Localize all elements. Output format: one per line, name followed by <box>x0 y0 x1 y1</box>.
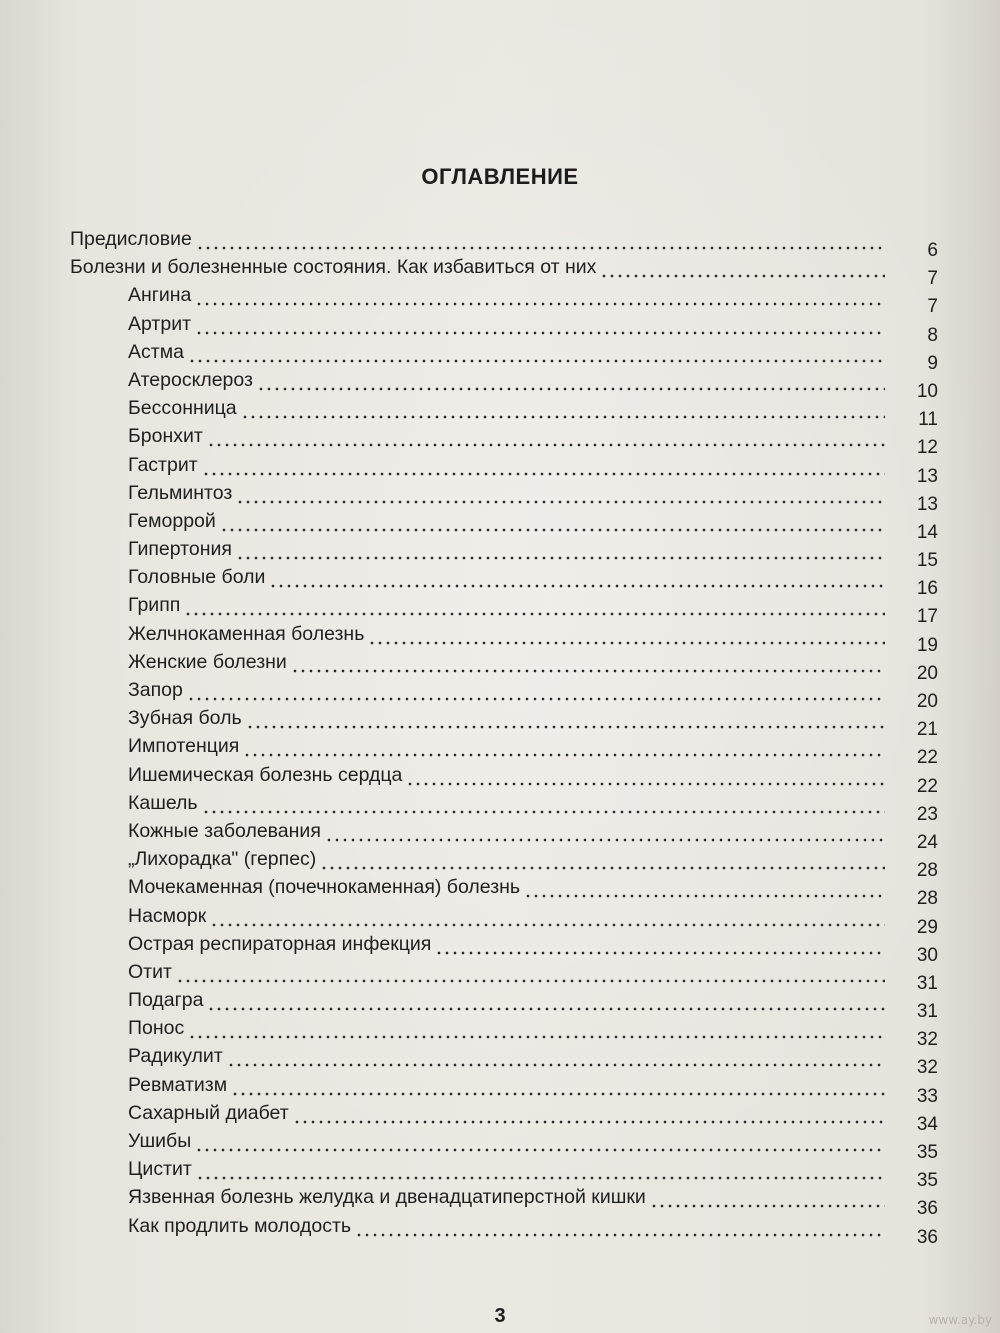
toc-entry-line <box>128 341 885 363</box>
toc-entry-title: „Лихорадка" (герпес) <box>128 848 317 871</box>
toc-entry-line <box>128 623 885 645</box>
toc-entry-page: 6 <box>927 240 938 261</box>
toc-entry-page: 31 <box>916 1001 938 1023</box>
toc-entry-line <box>128 538 885 560</box>
toc-entry <box>70 1158 950 1192</box>
toc-entry <box>70 989 950 1023</box>
dot-leader <box>188 1017 885 1039</box>
toc-entry-line <box>128 1215 885 1237</box>
toc-entry <box>70 453 950 487</box>
toc-entry-line <box>128 454 885 476</box>
dot-leader <box>231 1074 885 1096</box>
toc-entry <box>70 1017 950 1051</box>
toc-entry-title: Импотенция <box>128 735 240 758</box>
toc-entry <box>70 904 950 938</box>
dot-leader <box>435 933 885 955</box>
dot-leader <box>320 848 885 870</box>
toc-entry <box>70 876 950 910</box>
toc-entry-title: Предисловие <box>70 228 192 250</box>
toc-entry-title: Язвенная болезнь желудка и двенадцатиперстной кишки <box>128 1186 646 1209</box>
toc-entry-title: Гастрит <box>128 453 198 476</box>
toc-entry-line <box>128 1102 885 1124</box>
toc-entry-line <box>128 566 885 588</box>
toc-entry-page: 32 <box>916 1029 938 1051</box>
toc-entry-page: 29 <box>916 916 938 938</box>
toc-entry-page: 34 <box>916 1113 938 1135</box>
toc-entry-page: 31 <box>916 972 938 994</box>
toc-entry-line <box>128 820 885 842</box>
toc-entry-title: Подагра <box>128 989 204 1012</box>
toc-entry-page: 21 <box>916 719 938 741</box>
toc-entry-title: Геморрой <box>128 509 216 532</box>
dot-leader <box>241 397 885 419</box>
toc-entry-line <box>128 1074 885 1096</box>
dot-leader <box>195 284 885 306</box>
toc-entry-title: Радикулит <box>128 1045 223 1068</box>
toc-entry-page: 35 <box>916 1142 938 1163</box>
dot-leader <box>243 735 885 757</box>
dot-leader <box>195 313 885 335</box>
toc-entry <box>70 1045 950 1079</box>
toc-entry-title: Ушибы <box>128 1130 192 1152</box>
toc-entry-page: 12 <box>916 437 938 459</box>
toc-entry-title: Бессонница <box>128 397 237 420</box>
toc-entry-title: Болезни и болезненные состояния. Как избавиться от них <box>70 256 597 279</box>
toc-entry-title: Кашель <box>128 791 198 814</box>
dot-leader <box>176 961 885 983</box>
toc-entry <box>70 538 950 572</box>
toc-entry-title: Гипертония <box>128 538 232 561</box>
toc-entry <box>70 340 950 374</box>
toc-entry-line <box>128 876 885 898</box>
dot-leader <box>196 228 885 250</box>
toc-entry-line <box>70 228 885 250</box>
dot-leader <box>195 1130 885 1152</box>
toc-entry-page: 13 <box>916 465 938 487</box>
dot-leader <box>210 905 885 927</box>
dot-leader <box>325 820 885 842</box>
toc-entry <box>70 1130 950 1163</box>
toc-entry <box>70 256 950 290</box>
toc-entry-title: Головные боли <box>128 566 266 589</box>
toc-entry-line <box>128 284 885 306</box>
toc-entry-page: 7 <box>927 296 938 318</box>
toc-entry-title: Острая респираторная инфекция <box>128 932 432 955</box>
toc-entry-title: Артрит <box>128 312 192 335</box>
dot-leader <box>355 1215 885 1237</box>
toc-entry-page: 20 <box>916 691 938 712</box>
toc-entry-line <box>128 482 885 504</box>
dot-leader <box>207 989 885 1011</box>
toc-entry-line <box>128 933 885 955</box>
toc-entry-page: 36 <box>916 1198 938 1220</box>
toc-entry-line <box>70 256 885 278</box>
page-title: ОГЛАВЛЕНИЕ <box>421 164 579 189</box>
toc-entry-title: Насморк <box>128 904 207 927</box>
toc-entry-line <box>128 397 885 419</box>
toc-entry-title: Желчнокаменная болезнь <box>128 622 365 645</box>
toc-entry-page: 8 <box>927 324 938 346</box>
toc-entry-line <box>128 594 885 616</box>
toc-entry-title: Как продлить молодость <box>128 1214 352 1237</box>
toc-entry <box>70 566 950 600</box>
toc-entry-page: 10 <box>916 380 938 402</box>
toc-entry-page: 16 <box>916 578 938 600</box>
toc-entry-title: Мочекаменная (почечнокаменная) болезнь <box>128 876 521 899</box>
toc-entry-title: Астма <box>128 340 184 363</box>
toc-entry-title: Атеросклероз <box>128 368 253 391</box>
toc-entry <box>70 284 950 318</box>
toc-entry <box>70 622 950 656</box>
toc-entry <box>70 312 950 346</box>
toc-entry-title: Ангина <box>128 284 192 307</box>
toc-entry-line <box>128 905 885 927</box>
toc-entry-page: 13 <box>916 493 938 515</box>
dot-leader <box>202 792 885 814</box>
toc-entry <box>70 509 950 543</box>
toc-entry-title: Женские болезни <box>128 650 287 673</box>
toc-entry <box>70 397 950 431</box>
toc-entry-page: 22 <box>916 775 938 797</box>
toc-entry-line <box>128 1017 885 1039</box>
toc-entry-title: Зубная боль <box>128 707 242 730</box>
toc-entry-page: 19 <box>916 634 938 656</box>
toc-entry-title: Бронхит <box>128 425 203 448</box>
toc-entry <box>70 368 950 402</box>
toc-entry-line <box>128 735 885 757</box>
toc-entry-line <box>128 1130 885 1152</box>
dot-leader <box>257 369 885 391</box>
dot-leader <box>207 425 885 447</box>
toc-entry-line <box>128 961 885 983</box>
toc-entry-line <box>128 510 885 532</box>
toc-entry <box>70 228 950 261</box>
toc-entry <box>70 1073 950 1107</box>
toc-entry-title: Сахарный диабет <box>128 1101 289 1124</box>
dot-leader <box>236 538 885 560</box>
toc-entry-page: 33 <box>916 1085 938 1107</box>
toc-entry-line <box>128 313 885 335</box>
toc-entry-title: Гельминтоз <box>128 481 233 504</box>
toc-entry <box>70 960 950 994</box>
toc-entry-page: 32 <box>916 1057 938 1079</box>
toc-entry-page: 9 <box>927 352 938 374</box>
toc-entry <box>70 650 950 684</box>
toc-entry-page: 36 <box>916 1226 938 1248</box>
toc-entry-line <box>128 425 885 447</box>
dot-leader <box>246 707 885 729</box>
dot-leader <box>227 1045 885 1067</box>
toc-entry-page: 28 <box>916 860 938 882</box>
toc-entry <box>70 735 950 769</box>
toc-entry <box>70 425 950 459</box>
dot-leader <box>187 679 885 701</box>
toc-entry-title: Цистит <box>128 1158 192 1181</box>
toc-entry-line <box>128 679 885 701</box>
toc-entry <box>70 1186 950 1220</box>
toc-entry-line <box>128 707 885 729</box>
toc-entry-page: 24 <box>916 831 938 853</box>
dot-leader <box>600 256 885 278</box>
toc-entry-title: Отит <box>128 960 172 983</box>
toc-entry-page: 7 <box>927 268 938 290</box>
dot-leader <box>269 566 885 588</box>
dot-leader <box>406 764 885 786</box>
toc-entry-line <box>128 369 885 391</box>
toc-entry-line <box>128 764 885 786</box>
toc-entry <box>70 707 950 741</box>
toc-entry-page: 15 <box>916 550 938 572</box>
dot-leader <box>291 651 885 673</box>
toc-entry-title: Понос <box>128 1017 185 1040</box>
toc-entry-page: 35 <box>916 1170 938 1192</box>
page-number: 3 <box>494 1305 506 1327</box>
toc-entry <box>70 819 950 853</box>
toc-entry <box>70 481 950 515</box>
toc-entry-page: 14 <box>916 521 938 543</box>
toc-entry <box>70 594 950 628</box>
dot-leader <box>368 623 885 645</box>
toc-entry-page: 23 <box>916 803 938 825</box>
dot-leader <box>220 510 885 532</box>
toc-entry-page: 20 <box>916 662 938 684</box>
toc-entry-line <box>128 792 885 814</box>
toc-entry <box>70 679 950 712</box>
toc-entry-line <box>128 651 885 673</box>
toc-entry-title: Кожные заболевания <box>128 819 321 842</box>
toc-entry <box>70 1214 950 1248</box>
toc-entry <box>70 1101 950 1135</box>
toc-entry-title: Грипп <box>128 594 181 617</box>
toc-entry-page: 28 <box>916 888 938 910</box>
toc-entry-page: 17 <box>916 606 938 628</box>
toc-entry-line <box>128 1186 885 1208</box>
toc-entry-line <box>128 848 885 870</box>
dot-leader <box>524 876 885 898</box>
toc-entry-title: Запор <box>128 679 183 701</box>
toc-entry-line <box>128 1045 885 1067</box>
dot-leader <box>202 454 885 476</box>
dot-leader <box>188 341 885 363</box>
toc-entry-page: 11 <box>918 409 938 431</box>
toc-entry-title: Ишемическая болезнь сердца <box>128 763 403 786</box>
dot-leader <box>650 1186 885 1208</box>
table-of-contents <box>70 228 950 1248</box>
toc-entry <box>70 932 950 966</box>
toc-entry-line <box>128 989 885 1011</box>
toc-entry-page: 22 <box>916 747 938 769</box>
dot-leader <box>196 1158 885 1180</box>
toc-entry-line <box>128 1158 885 1180</box>
toc-entry <box>70 848 950 882</box>
toc-entry <box>70 791 950 825</box>
toc-entry-page: 30 <box>916 944 938 966</box>
watermark: www.ay.by <box>928 1313 992 1327</box>
dot-leader <box>236 482 885 504</box>
dot-leader <box>184 594 885 616</box>
toc-entry <box>70 763 950 797</box>
dot-leader <box>293 1102 885 1124</box>
toc-entry-title: Ревматизм <box>128 1073 228 1096</box>
